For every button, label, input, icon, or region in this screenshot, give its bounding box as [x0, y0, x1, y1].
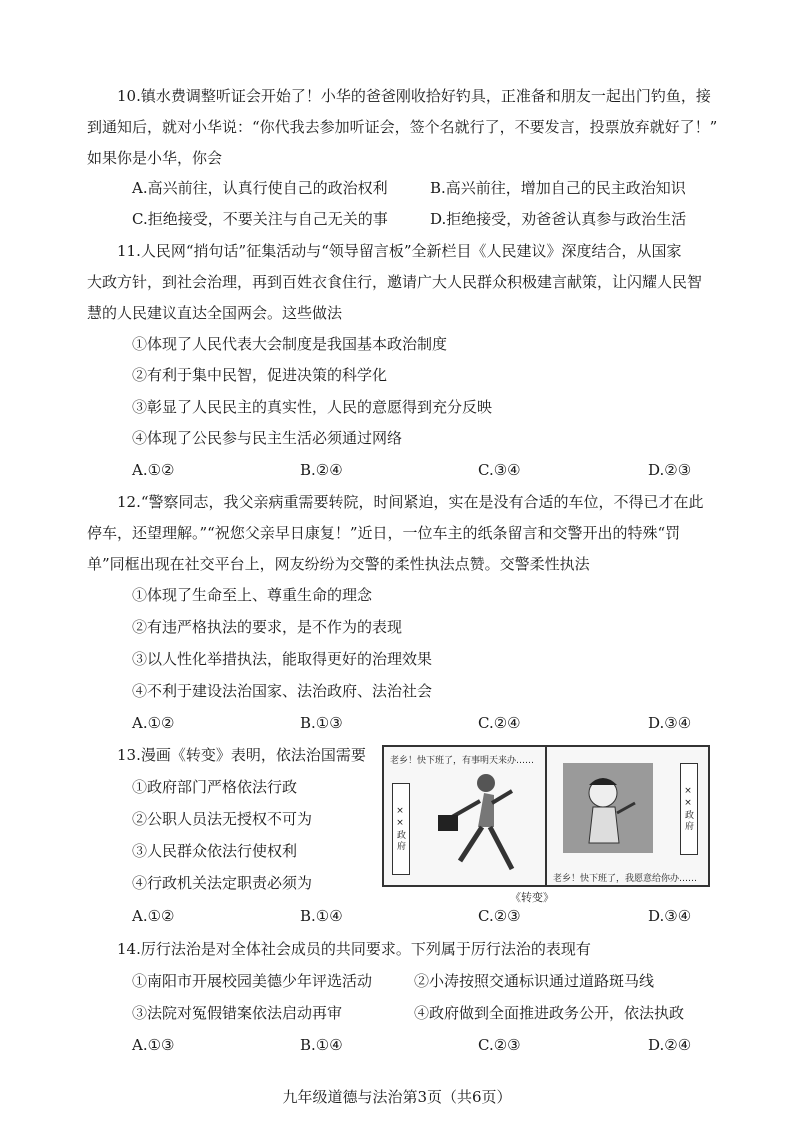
q14-item-2: ②小涛按照交通标识通过道路斑马线: [414, 972, 655, 990]
q13-choice-a: A.①②: [132, 907, 175, 925]
q12-stem-line-3: 单”同框出现在社交平台上，网友纷纷为交警的柔性执法点赞。交警柔性执法: [87, 555, 590, 573]
q14-choice-a: A.①③: [132, 1036, 175, 1054]
q11-item-4: ④体现了公民参与民主生活必须通过网络: [132, 429, 403, 447]
q11-item-2: ②有利于集中民智，促进决策的科学化: [132, 366, 388, 384]
q14-item-1: ①南阳市开展校园美德少年评选活动: [132, 972, 373, 990]
q12-item-1: ①体现了生命至上、尊重生命的理念: [132, 586, 373, 604]
q12-item-4: ④不利于建设法治国家、法治政府、法治社会: [132, 682, 433, 700]
running-official-illustration: [424, 769, 534, 885]
q13-stem: 13.漫画《转变》表明，依法治国需要: [117, 746, 366, 764]
q12-stem-line-2: 停车，还望理解。”“祝您父亲早日康复！”近日，一位车主的纸条留言和交警开出的特殊“罚: [87, 524, 681, 542]
q12-stem-line-1: 12.“警察同志，我父亲病重需要转院，时间紧迫，实在是没有合适的车位，不得已才在此: [117, 493, 704, 511]
q13-item-3: ③人民群众依法行使权利: [132, 842, 298, 860]
q13-choice-c: C.②③: [478, 907, 521, 925]
q12-choice-d: D.③④: [648, 714, 692, 732]
q11-choice-b: B.②④: [300, 461, 343, 479]
q11-choice-c: C.③④: [478, 461, 521, 479]
q11-item-1: ①体现了人民代表大会制度是我国基本政治制度: [132, 335, 448, 353]
q11-item-3: ③彰显了人民民主的真实性，人民的意愿得到充分反映: [132, 398, 493, 416]
q13-item-1: ①政府部门严格依法行政: [132, 778, 298, 796]
q10-stem-line-2: 到通知后，就对小华说：“你代我去参加听证会，签个名就行了，不要发言，投票放弃就好了！”: [87, 118, 718, 136]
smiling-official-illustration: [563, 763, 653, 863]
q10-stem-line-3: 如果你是小华，你会: [87, 149, 223, 167]
comic-caption: 《转变》: [510, 891, 554, 904]
q11-stem-line-3: 慧的人民建议直达全国两会。这些做法: [87, 304, 343, 322]
q12-item-3: ③以人性化举措执法，能取得更好的治理效果: [132, 650, 433, 668]
q13-item-2: ②公职人员法无授权不可为: [132, 810, 313, 828]
q14-item-3: ③法院对冤假错案依法启动再审: [132, 1004, 343, 1022]
page-footer: 九年级道德与法治第3页（共6页）: [282, 1088, 512, 1106]
q13-choice-d: D.③④: [648, 907, 692, 925]
q10-option-a: A.高兴前往，认真行使自己的政治权利: [132, 179, 388, 197]
q10-option-c: C.拒绝接受，不要关注与自己无关的事: [132, 210, 388, 228]
q12-choice-a: A.①②: [132, 714, 175, 732]
q14-stem: 14.厉行法治是对全体社会成员的共同要求。下列属于厉行法治的表现有: [117, 940, 591, 958]
q14-item-4: ④政府做到全面推进政务公开，依法执政: [414, 1004, 685, 1022]
q12-item-2: ②有违严格执法的要求，是不作为的表现: [132, 618, 403, 636]
comic-sign-left: ××政府: [392, 783, 410, 875]
q14-choice-b: B.①④: [300, 1036, 343, 1054]
comic-panel-right: [547, 747, 708, 885]
q11-stem-line-2: 大政方针，到社会治理，再到百姓衣食住行，邀请广大人民群众积极建言献策，让闪耀人民智: [87, 273, 703, 291]
q11-stem-line-1: 11.人民网“捎句话”征集活动与“领导留言板”全新栏目《人民建议》深度结合，从国家: [117, 242, 682, 260]
q12-choice-b: B.①③: [300, 714, 343, 732]
q11-choice-d: D.②③: [648, 461, 692, 479]
q14-choice-d: D.②④: [648, 1036, 692, 1054]
q13-choice-b: B.①④: [300, 907, 343, 925]
q11-choice-a: A.①②: [132, 461, 175, 479]
q10-option-d: D.拒绝接受，劝爸爸认真参与政治生活: [430, 210, 687, 228]
comic-zhuanbian: [382, 745, 710, 887]
comic-bubble-left: 老乡！快下班了，有事明天来办……: [390, 756, 535, 766]
q10-option-b: B.高兴前往，增加自己的民主政治知识: [430, 179, 686, 197]
q14-choice-c: C.②③: [478, 1036, 521, 1054]
comic-panel-left: [384, 747, 547, 885]
comic-sign-right: ××政府: [680, 763, 698, 855]
q10-stem-line-1: 10.镇水费调整听证会开始了！小华的爸爸刚收拾好钓具，正准备和朋友一起出门钓鱼，接: [117, 87, 711, 105]
comic-bubble-right: 老乡！快下班了，我愿意给你办……: [553, 874, 698, 884]
q12-choice-c: C.②④: [478, 714, 521, 732]
q13-item-4: ④行政机关法定职责必须为: [132, 874, 313, 892]
